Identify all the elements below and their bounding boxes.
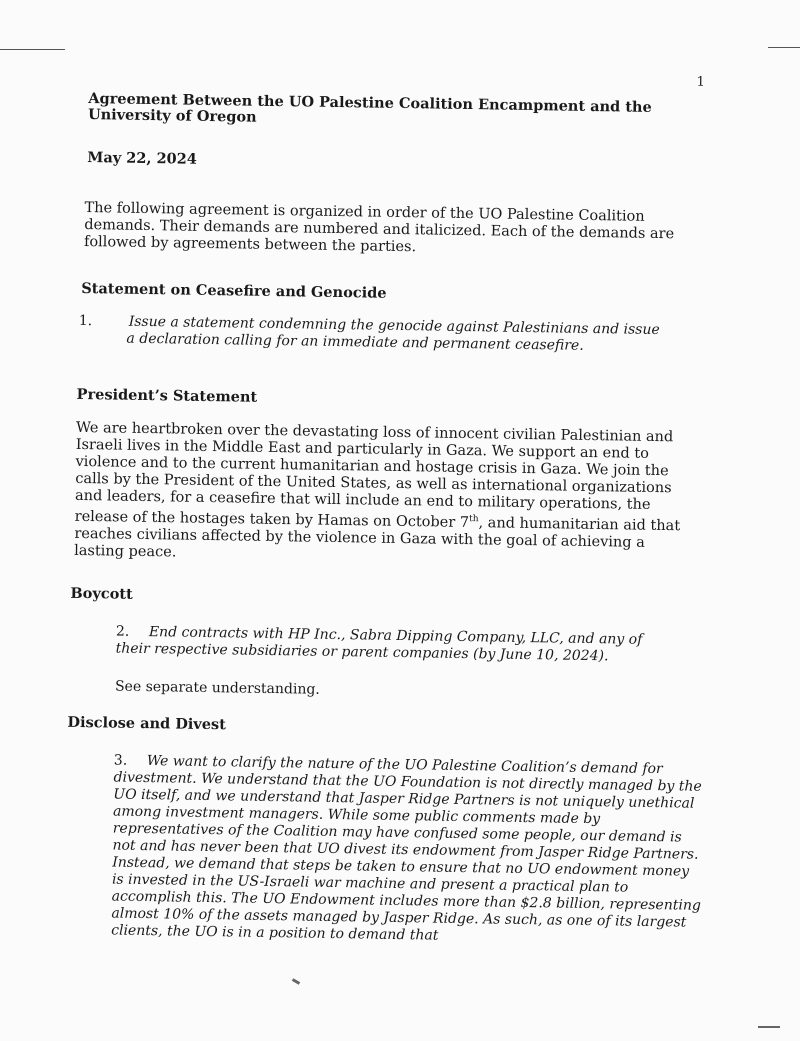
- demand-3: [111, 753, 704, 949]
- demand-2-text: End contracts with HP Inc., Sabra Dipping Company, LLC, and any of their respective subsidiaries or parent companies (by June 10, 2024).: [115, 624, 643, 665]
- demand-2-number: 2.: [115, 623, 130, 640]
- demand-1-number: 1.: [78, 312, 93, 330]
- document-title: Agreement Between the UO Palestine Coalition Encampment and the University of Oregon: [87, 90, 652, 126]
- president-statement-sup: th: [469, 514, 479, 525]
- boycott-note: See separate understanding.: [114, 678, 320, 698]
- section-heading-boycott: Boycott: [70, 584, 133, 603]
- president-statement-paragraph: [74, 420, 691, 569]
- section-heading-ceasefire: Statement on Ceasefire and Genocide: [81, 279, 387, 302]
- demand-1-text: Issue a statement condemning the genocide against Palestinians and issue a declaration calling for an immediate and permanent ceasefire.: [126, 313, 660, 354]
- demand-3-text: We want to clarify the nature of the UO Palestine Coalition’s demand for divestment. We understand that the UO Foundation is not directly managed by the UO itself, and we understand that Jasper Ridge Partners is not uniquely unethical among investment managers. While some public comments made by representatives of the Coalition may have confused some people, our demand is not and has never been that UO divest its endowment from Jasper Ridge Partners. Instead, we demand that steps be taken to ensure that no UO endowment money is invested in the US-Israeli war machine and present a practical plan to accomplish this. The UO Endowment includes more than $2.8 billion, representing almost 10% of the assets managed by Jasper Ridge. As such, as one of its largest clients, the UO is in a position to demand that: [111, 753, 702, 944]
- president-statement-text-2: , and humanitarian aid that reaches civilians affected by the violence in Gaza with the goal of achieving a lasting peace.: [74, 515, 681, 561]
- section-heading-president: President’s Statement: [76, 385, 258, 406]
- intro-paragraph: The following agreement is organized in order of the UO Palestine Coalition demands. Their demands are numbered and italicized. Each of the demands are followed by agreements between the parties.: [83, 200, 675, 256]
- demand-3-number: 3.: [113, 752, 128, 769]
- president-statement-text-1: We are heartbroken over the devastating loss of innocent civilian Palestinian and Israeli lives in the Middle East and particularly in Gaza. We support an end to violence and to the current humanitarian and hostage crisis in Gaza. We join the calls by the President of the United States, as well as international organizations and leaders, for a ceasefire that will include an end to military operations, the release of the hostages taken by Hamas on October 7: [74, 419, 674, 531]
- demand-1: [78, 312, 666, 356]
- document-date: May 22, 2024: [87, 149, 198, 168]
- page-number: 1: [696, 74, 705, 90]
- section-heading-disclose: Disclose and Divest: [67, 713, 227, 734]
- demand-2: [115, 624, 655, 666]
